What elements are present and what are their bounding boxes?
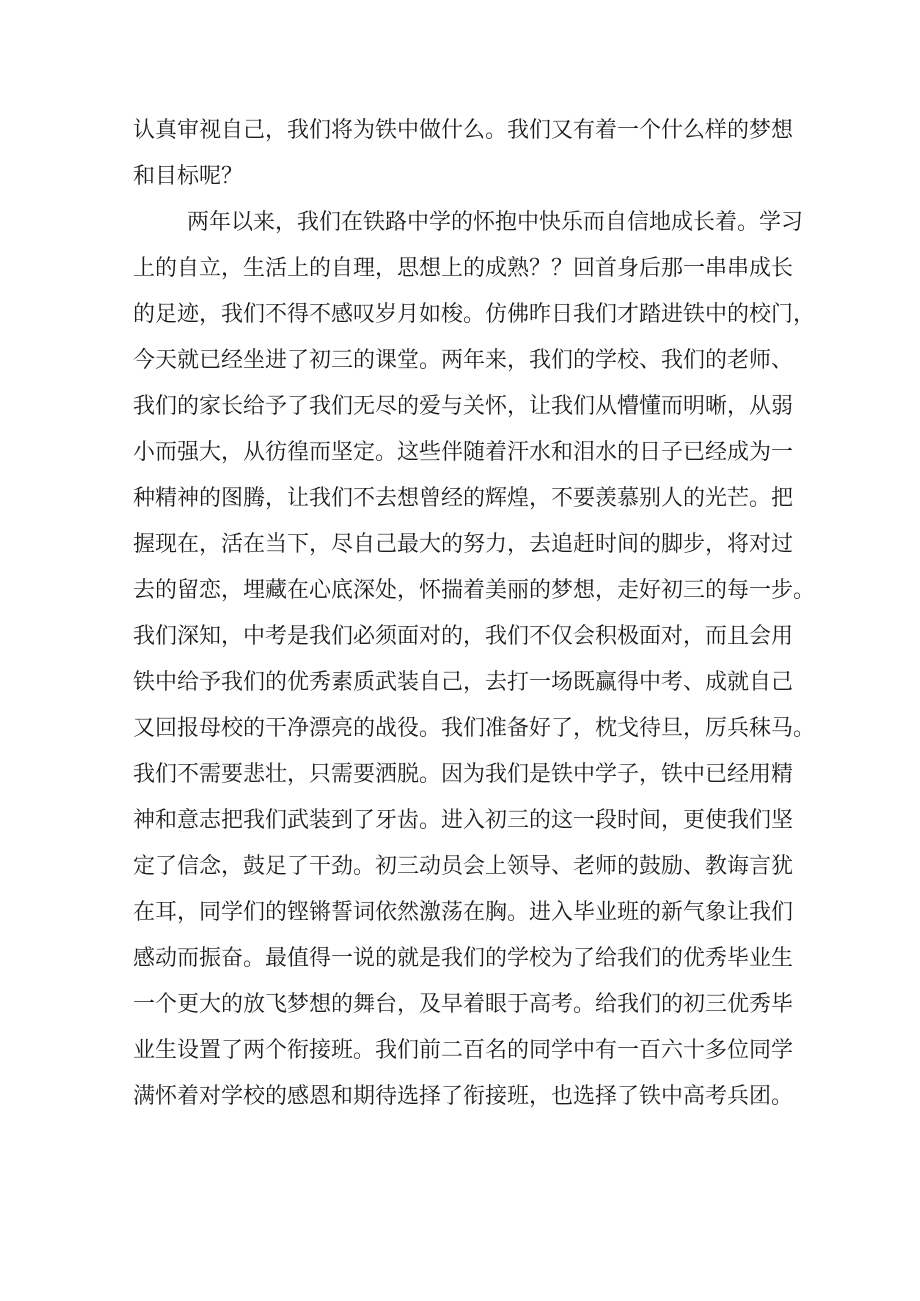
paragraph-2-line-14: 神和意志把我们武装到了牙齿。进入初三的这一段时间，更使我们坚: [133, 808, 794, 833]
paragraph-2-line-12: 又回报母校的干净漂亮的战役。我们准备好了，枕戈待旦，厉兵秣马。: [133, 716, 816, 741]
paragraph-2-line-2: 上的自立，生活上的自理，思想上的成熟？？回首身后那一串串成长: [133, 256, 794, 281]
paragraph-2-line-11: 铁中给予我们的优秀素质武装自己，去打一场既赢得中考、成就自己: [133, 670, 794, 695]
paragraph-2-line-5: 我们的家长给予了我们无尽的爱与关怀，让我们从懵懂而明晰，从弱: [133, 394, 794, 419]
paragraph-1-line-1: 认真审视自己，我们将为铁中做什么。我们又有着一个什么样的梦想: [133, 118, 794, 143]
paragraph-2-line-6: 小而强大，从彷徨而坚定。这些伴随着汗水和泪水的日子已经成为一: [133, 440, 794, 465]
paragraph-1-line-2: 和目标呢？: [133, 164, 244, 189]
paragraph-2-line-18: 一个更大的放飞梦想的舞台，及早着眼于高考。给我们的初三优秀毕: [133, 992, 794, 1017]
paragraph-2-line-13: 我们不需要悲壮，只需要洒脱。因为我们是铁中学子，铁中已经用精: [133, 762, 794, 787]
paragraph-2-line-7: 种精神的图腾，让我们不去想曾经的辉煌，不要羡慕别人的光芒。把: [133, 486, 794, 511]
paragraph-2-line-16: 在耳，同学们的铿锵誓词依然激荡在胸。进入毕业班的新气象让我们: [133, 900, 794, 925]
paragraph-2-line-4: 今天就已经坐进了初三的课堂。两年来，我们的学校、我们的老师、: [133, 348, 794, 373]
paragraph-2-line-1: 两年以来，我们在铁路中学的怀抱中快乐而自信地成长着。学习: [187, 210, 804, 235]
paragraph-2-line-10: 我们深知，中考是我们必须面对的，我们不仅会积极面对，而且会用: [133, 624, 794, 649]
paragraph-2-line-20: 满怀着对学校的感恩和期待选择了衔接班，也选择了铁中高考兵团。: [133, 1084, 794, 1109]
paragraph-2-line-8: 握现在，活在当下，尽自己最大的努力，去追赶时间的脚步，将对过: [133, 532, 794, 557]
paragraph-2-line-15: 定了信念，鼓足了干劲。初三动员会上领导、老师的鼓励、教诲言犹: [133, 854, 794, 879]
paragraph-2-line-3: 的足迹，我们不得不感叹岁月如梭。仿佛昨日我们才踏进铁中的校门，: [133, 302, 816, 327]
paragraph-2-line-19: 业生设置了两个衔接班。我们前二百名的同学中有一百六十多位同学: [133, 1038, 794, 1063]
paragraph-2-line-17: 感动而振奋。最值得一说的就是我们的学校为了给我们的优秀毕业生: [133, 946, 794, 971]
paragraph-2-line-9: 去的留恋，埋藏在心底深处，怀揣着美丽的梦想，走好初三的每一步。: [133, 578, 816, 603]
